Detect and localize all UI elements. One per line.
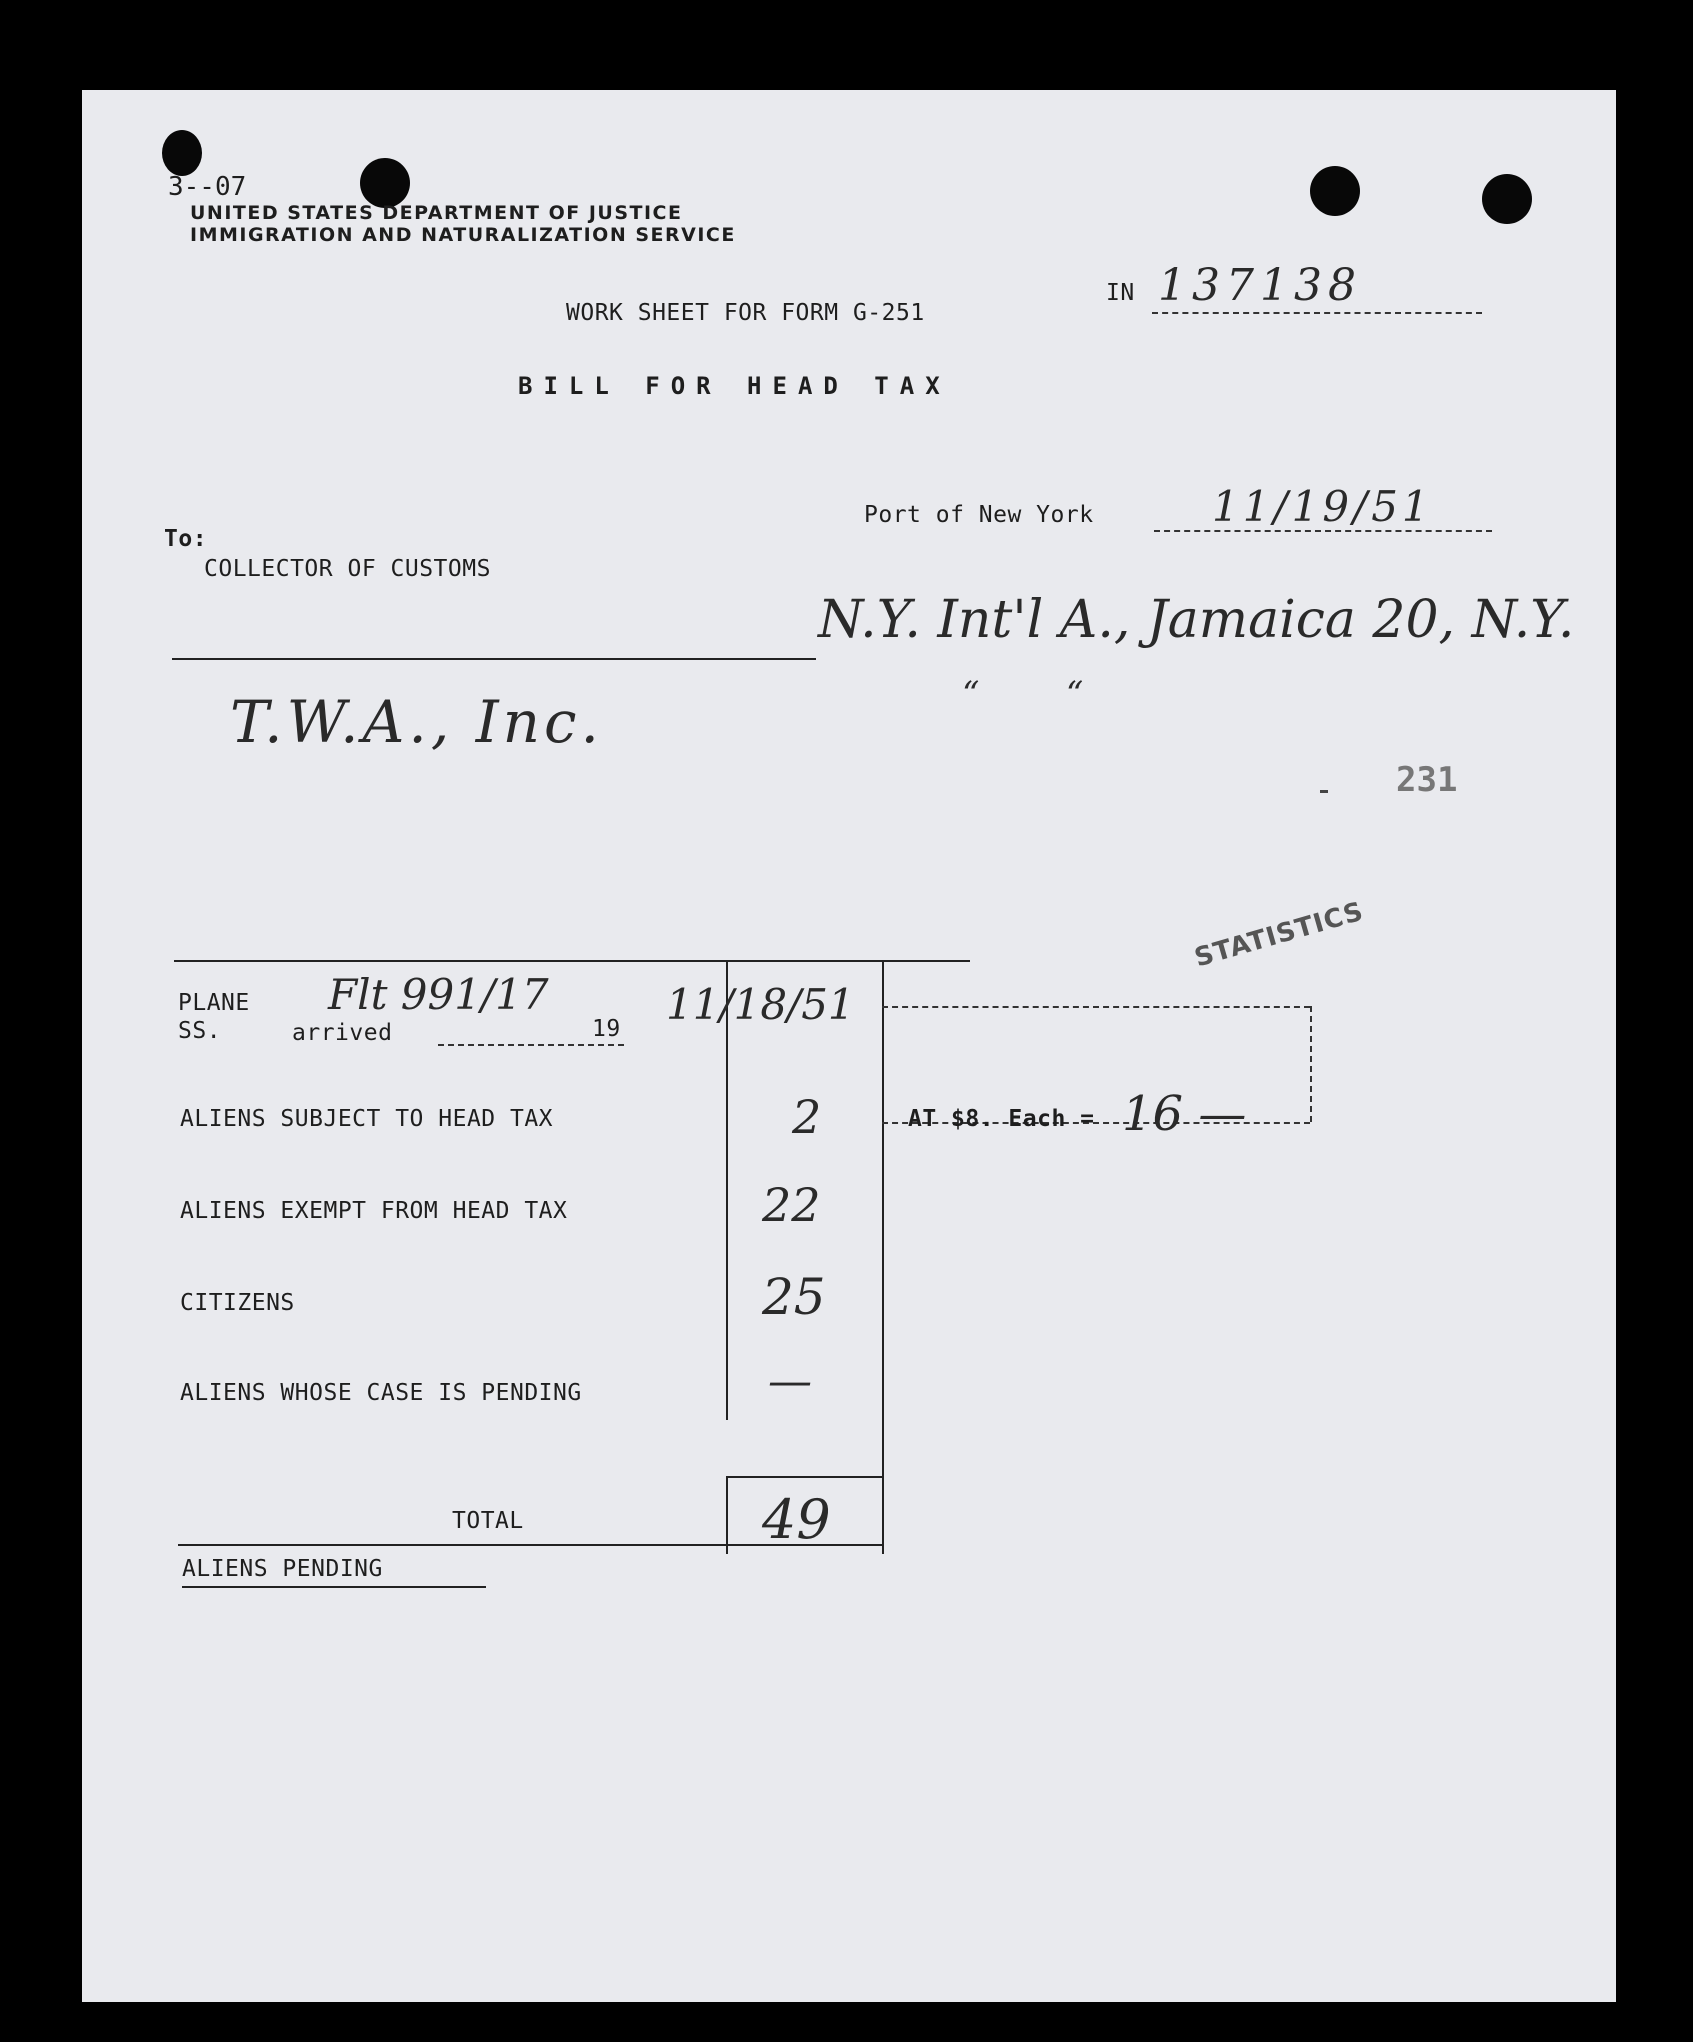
row-label-subject: ALIENS SUBJECT TO HEAD TAX <box>180 1106 554 1132</box>
document-page <box>82 90 1616 2002</box>
rate-amount: 16 — <box>1122 1086 1247 1142</box>
table-col-left <box>726 960 728 1420</box>
in-label: IN <box>1106 280 1135 306</box>
statistics-stamp: STATISTICS <box>1191 896 1368 974</box>
stamp-number: 231 <box>1396 760 1458 800</box>
year-prefix: 19 <box>592 1016 621 1042</box>
row-value-pending: — <box>768 1356 812 1407</box>
total-col-left <box>726 1476 728 1554</box>
row-label-pending: ALIENS WHOSE CASE IS PENDING <box>180 1380 582 1406</box>
handwritten-location: N.Y. Int'l A., Jamaica 20, N.Y. <box>818 590 1575 650</box>
aliens-pending-line <box>182 1586 486 1588</box>
punch-hole-1 <box>162 130 202 176</box>
total-bottom-line <box>178 1544 884 1546</box>
row-value-citizens: 25 <box>762 1268 826 1326</box>
arrived-line <box>438 1044 624 1046</box>
punch-hole-3 <box>1310 166 1360 216</box>
ss-label: SS. <box>178 1018 222 1044</box>
total-top-line <box>726 1476 884 1478</box>
row-value-exempt: 22 <box>762 1178 821 1232</box>
rate-label: AT $8. Each = <box>908 1106 1095 1132</box>
in-number: 137138 <box>1158 260 1362 311</box>
aliens-pending-label: ALIENS PENDING <box>182 1556 383 1582</box>
rate-box-top <box>882 1006 1310 1008</box>
table-top-line <box>174 960 970 962</box>
total-value: 49 <box>762 1488 831 1551</box>
form-title: WORK SHEET FOR FORM G-251 <box>566 300 925 326</box>
rate-box-right <box>1310 1006 1312 1122</box>
table-col-right <box>882 960 884 1554</box>
row-value-subject: 2 <box>792 1090 822 1144</box>
row-label-exempt: ALIENS EXEMPT FROM HEAD TAX <box>180 1198 568 1224</box>
ditto-marks: “ “ <box>962 674 1084 714</box>
arrival-date: 11/18/51 <box>666 980 855 1029</box>
punch-hole-4 <box>1482 174 1532 224</box>
port-label: Port of New York <box>864 502 1094 528</box>
address-line <box>172 658 816 660</box>
row-label-citizens: CITIZENS <box>180 1290 295 1316</box>
plane-label: PLANE <box>178 990 250 1016</box>
agency-line-2: IMMIGRATION AND NATURALIZATION SERVICE <box>190 224 736 246</box>
in-number-line <box>1152 312 1482 314</box>
total-label: TOTAL <box>452 1508 524 1534</box>
port-date-line <box>1154 530 1492 532</box>
flight-number: Flt 991/17 <box>328 970 549 1019</box>
to-recipient: COLLECTOR OF CUSTOMS <box>204 556 491 582</box>
company-name: T.W.A., Inc. <box>230 688 603 756</box>
dash-mark <box>1320 790 1328 793</box>
agency-line-1: UNITED STATES DEPARTMENT OF JUSTICE <box>190 202 683 224</box>
arrived-label: arrived <box>292 1020 393 1046</box>
port-date: 11/19/51 <box>1212 482 1433 531</box>
punch-hole-2 <box>360 158 410 208</box>
to-label: To: <box>164 526 208 552</box>
form-subtitle: BILL FOR HEAD TAX <box>518 372 951 400</box>
form-number: 3--07 <box>168 172 247 202</box>
